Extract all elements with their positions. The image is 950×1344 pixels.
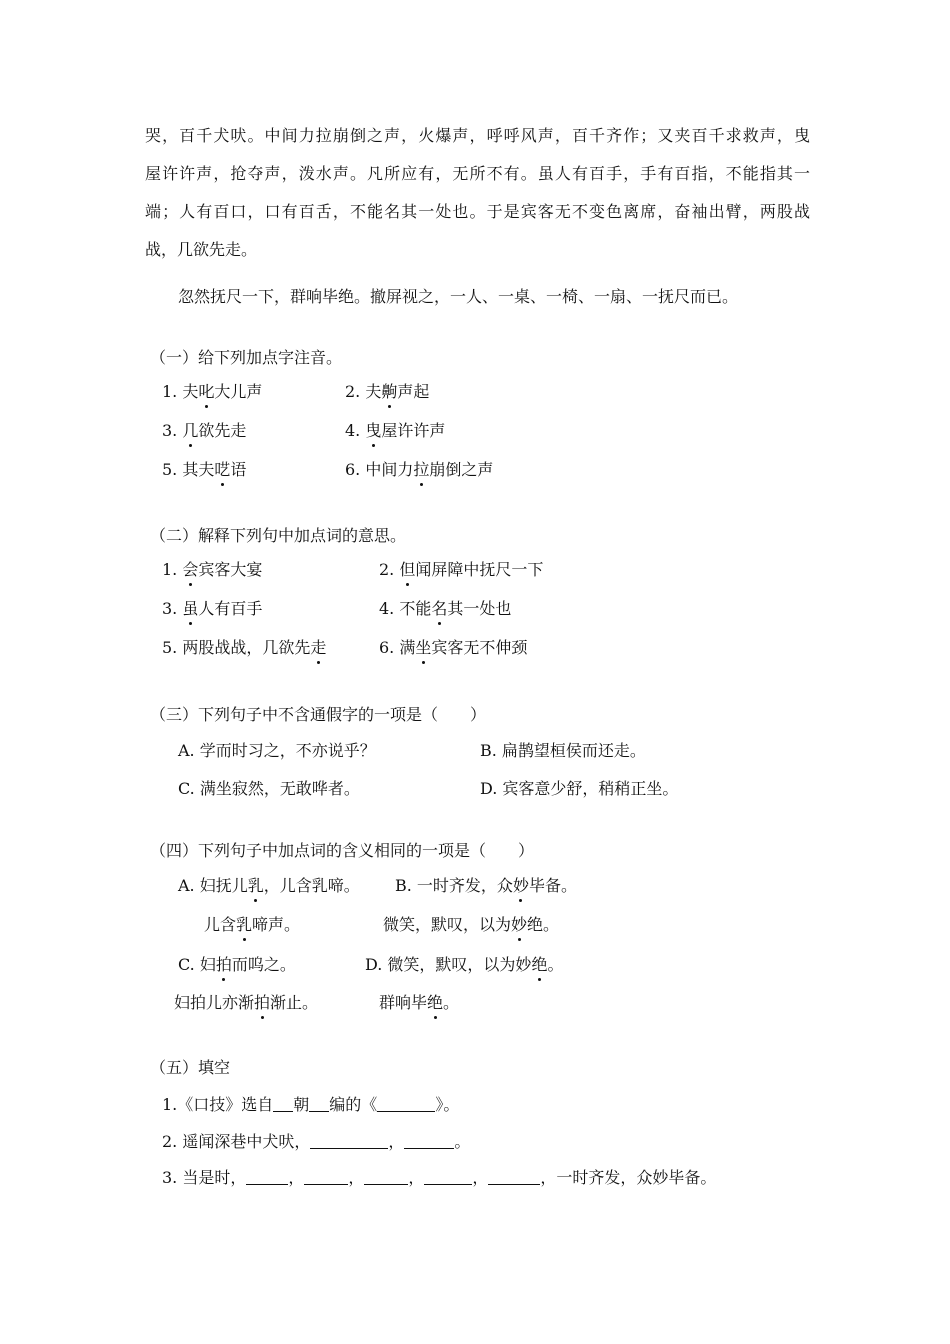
fill-blank[interactable] <box>364 1168 408 1185</box>
q5-line-3: 3. 当是时， ， ， ， ， ，一时齐发，众妙毕备。 <box>162 1168 717 1187</box>
q1-item: 4. 曳屋许许声 <box>345 421 446 440</box>
fill-blank[interactable] <box>273 1095 293 1112</box>
fill-blank[interactable] <box>309 1095 329 1112</box>
q4-title: （四）下列句子中加点词的含义相同的一项是（ ） <box>150 841 535 860</box>
passage-line: 哭，百千犬吠。中间力拉崩倒之声，火爆声，呼呼风声，百千齐作；又夹百千求救声，曳 <box>145 126 810 145</box>
fill-blank[interactable] <box>246 1168 288 1185</box>
q4-option-d: D. 微笑，默叹，以为妙绝。 <box>365 955 564 974</box>
passage-line: 端；人有百口，口有百舌，不能名其一处也。于是宾客无不变色离席，奋袖出臂，两股战 <box>145 202 810 221</box>
passage-line: 屋许许声，抢夺声，泼水声。凡所应有，无所不有。虽人有百手，手有百指，不能指其一 <box>145 164 810 183</box>
q2-item: 1. 会宾客大宴 <box>162 560 263 579</box>
q3-option-a: A. 学而时习之，不亦说乎？ <box>178 741 376 760</box>
q5-line-2: 2. 遥闻深巷中犬吠， ， 。 <box>162 1132 471 1151</box>
q1-item: 1. 夫叱大儿声 <box>162 382 263 401</box>
q4-option-c: C. 妇拍而呜之。 <box>178 955 296 974</box>
passage-last-paragraph: 忽然抚尺一下，群响毕绝。撤屏视之，一人、一桌、一椅、一扇、一抚尺而已。 <box>178 287 739 306</box>
q1-item: 6. 中间力拉崩倒之声 <box>345 460 494 479</box>
q2-item: 2. 但闻屏障中抚尺一下 <box>379 560 544 579</box>
fill-blank[interactable] <box>377 1095 435 1112</box>
fill-blank[interactable] <box>404 1132 454 1149</box>
q4-option-c-compare: 妇拍儿亦渐拍渐止。 <box>174 993 319 1012</box>
q4-option-d-compare: 群响毕绝。 <box>379 993 460 1012</box>
q5-line-1: 1.《口技》选自 朝 编的《 》。 <box>162 1095 460 1114</box>
passage-text <box>145 126 810 278</box>
fill-blank[interactable] <box>304 1168 348 1185</box>
q3-title: （三）下列句子中不含通假字的一项是（ ） <box>150 705 487 724</box>
q3-option-d: D. 宾客意少舒，稍稍正坐。 <box>480 779 679 798</box>
q3-option-c: C. 满坐寂然，无敢哗者。 <box>178 779 360 798</box>
fill-blank[interactable] <box>310 1132 388 1149</box>
q4-option-a: A. 妇抚儿乳，儿含乳啼。 <box>178 876 360 895</box>
q1-item: 3. 几欲先走 <box>162 421 247 440</box>
q1-title: （一）给下列加点字注音。 <box>150 348 343 367</box>
q4-option-b-compare: 微笑，默叹，以为妙绝。 <box>383 915 560 934</box>
fill-blank[interactable] <box>488 1168 540 1185</box>
q2-item: 5. 两股战战，几欲先走 <box>162 638 327 657</box>
q2-item: 4. 不能名其一处也 <box>379 599 512 618</box>
passage-line: 战，几欲先走。 <box>145 240 258 259</box>
q2-title: （二）解释下列句中加点词的意思。 <box>150 526 407 545</box>
q1-item: 5. 其夫呓语 <box>162 460 247 479</box>
q3-option-b: B. 扁鹊望桓侯而还走。 <box>480 741 646 760</box>
q5-title: （五）填空 <box>150 1058 231 1077</box>
q4-option-b: B. 一时齐发，众妙毕备。 <box>395 876 577 895</box>
q2-item: 3. 虽人有百手 <box>162 599 263 618</box>
q4-option-a-compare: 儿含乳啼声。 <box>204 915 301 934</box>
fill-blank[interactable] <box>424 1168 472 1185</box>
q1-item: 2. 夫齁声起 <box>345 382 430 401</box>
q2-item: 6. 满坐宾客无不伸颈 <box>379 638 528 657</box>
